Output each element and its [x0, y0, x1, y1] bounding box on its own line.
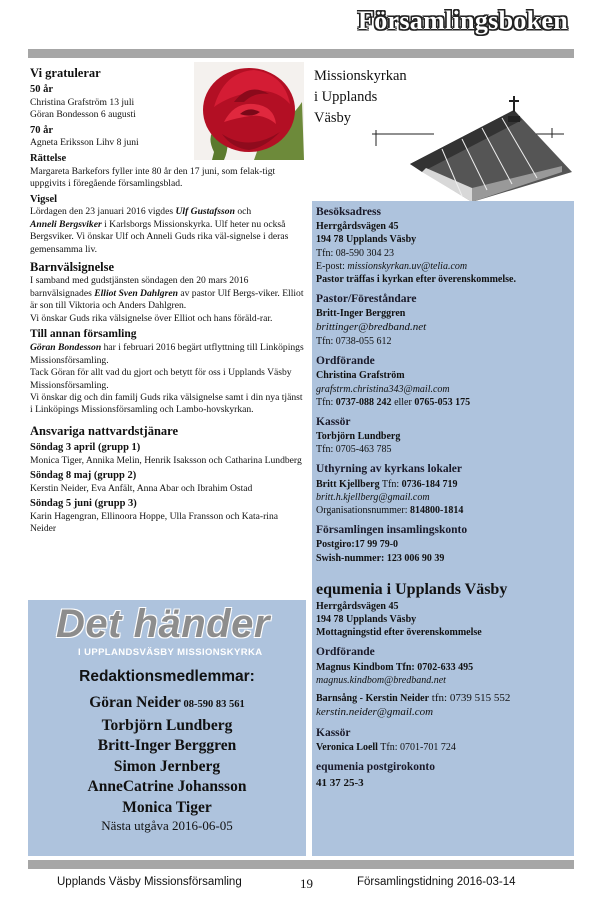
congrats-heading: Vi gratulerar: [30, 66, 101, 80]
transfer-text: Göran Bondesson har i februari 2016 begärt utflyttning till Linköpings Missionsförsamling.: [30, 342, 304, 366]
chair-heading: Ordförande: [316, 355, 375, 368]
group3-heading: Söndag 5 juni (grupp 3): [30, 498, 137, 510]
left-column: [30, 62, 306, 536]
bottom-divider: [28, 860, 574, 869]
chair-email[interactable]: grafstrm.christina343@mail.com: [316, 383, 450, 395]
email-link[interactable]: missionskyrkan.uv@telia.com: [347, 260, 468, 272]
top-divider: [28, 49, 574, 58]
age50-line: Göran Bondesson 6 augusti: [30, 109, 136, 121]
visit-email: E-post: missionskyrkan.uv@telia.com: [316, 260, 468, 272]
chair-phone: Tfn: 0737-088 242 eller 0765-053 175: [316, 396, 471, 408]
pastor-email[interactable]: brittinger@bredband.net: [316, 321, 427, 334]
editors-list: [28, 693, 306, 818]
equmenia-chair-heading: Ordförande: [316, 646, 375, 659]
treasurer-phone: Tfn: 0705-463 785: [316, 444, 392, 456]
rental-email[interactable]: britt.h.kjellberg@gmail.com: [316, 491, 430, 503]
treasurer-heading: Kassör: [316, 415, 351, 428]
chair-name: Christina Grafström: [316, 370, 405, 382]
equmenia-hours: Mottagningstid efter överenskommelse: [316, 627, 482, 639]
children-choir-email[interactable]: kerstin.neider@gmail.com: [316, 706, 434, 719]
equmenia-postgiro: 41 37 25-3: [316, 776, 364, 789]
footer-issue: Församlingstidning 2016-03-14: [357, 876, 516, 888]
rental-heading: Uthyrning av kyrkans lokaler: [316, 463, 463, 476]
pastor-phone: Tfn: 0738-055 612: [316, 335, 392, 347]
visit-street: Herrgårdsvägen 45: [316, 221, 399, 233]
editor-name: Britt-Inger Berggren: [97, 737, 237, 754]
collection-heading: Församlingen insamlingskonto: [316, 524, 468, 537]
church-drawing: [362, 76, 574, 204]
next-issue: Nästa utgåva 2016-06-05: [101, 818, 233, 833]
group2-heading: Söndag 8 maj (grupp 2): [30, 470, 137, 482]
org-number: Organisationsnummer: 814800-1814: [316, 505, 464, 516]
det-hander-logo: Det händer: [56, 602, 270, 646]
correction-heading: Rättelse: [30, 152, 67, 164]
editor-name: AnneCatrine Johansson: [87, 778, 247, 795]
editor-name: Torbjörn Lundberg: [101, 716, 233, 734]
rental-contact: Britt Kjellberg Tfn: 0736-184 719: [316, 478, 458, 490]
age70-heading: 70 år: [30, 124, 54, 136]
editor-name: Simon Jernberg: [113, 757, 221, 775]
treasurer-name: Torbjörn Lundberg: [316, 431, 401, 443]
wedding-text: Lördagen den 23 januari 2016 vigdes Ulf Gustafsson och Anneli Bergsviker i Karlsborgs Missionskyrka. Ulf heter nu också Bergsviker. Vi önskar Ulf och Anneli Guds rika väl-signelse i deras gemensamma liv.: [30, 206, 289, 255]
postgiro: Postgiro:17 99 79-0: [316, 539, 399, 551]
wedding-heading: Vigsel: [30, 193, 58, 205]
group1-text: Monica Tiger, Annika Melin, Henrik Isaksson och Catharina Lundberg: [30, 454, 302, 466]
equmenia-heading: equmenia i Upplands Väsby: [316, 580, 508, 598]
swish-number: Swish-nummer: 123 006 90 39: [316, 552, 445, 564]
page-number: 19: [300, 876, 313, 891]
children-choir: Barnsång - Kerstin Neider tfn: 0739 515 552: [316, 691, 511, 704]
blessing-wish: Vi önskar Guds rika välsignelse över Elliot och hans föräld-rar.: [30, 312, 273, 324]
transfer-heading: Till annan församling: [30, 328, 137, 341]
equmenia-chair: Magnus Kindbom Tfn: 0702-633 495: [316, 661, 474, 673]
group1-heading: Söndag 3 april (grupp 1): [30, 442, 141, 454]
contact-info-box: [312, 201, 574, 856]
footer-organisation: Upplands Väsby Missionsförsamling: [57, 876, 242, 888]
equmenia-city: 194 78 Upplands Väsby: [316, 614, 417, 626]
church-name: Missionskyrkan i Upplands Väsby: [314, 68, 407, 127]
equmenia-postgiro-heading: equmenia postgirokonto: [316, 761, 435, 774]
editor-name: Monica Tiger: [122, 798, 212, 816]
communion-heading: Ansvariga nattvardstjänare: [30, 423, 179, 438]
age50-heading: 50 år: [30, 84, 54, 96]
age70-line: Agneta Eriksson Lihv 8 juni: [30, 137, 139, 149]
group2-text: Kerstin Neider, Eva Anfält, Anna Abar och Ibrahim Ostad: [30, 482, 253, 494]
pastor-name: Britt-Inger Berggren: [316, 308, 406, 320]
pastor-heading: Pastor/Föreståndare: [316, 293, 417, 306]
transfer-thanks: Tack Göran för allt vad du gjort och betytt för oss i Upplands Väsby Missionsförsamling.: [30, 367, 292, 391]
blessing-text: I samband med gudstjänsten söndagen den 20 mars 2016 barnvälsignades Elliot Sven Dahlgren av pastor Ulf Bergs-viker. Elliot är son till Viktoria och Anders Dahlgren.: [30, 275, 304, 312]
correction-text: Margareta Barkefors fyller inte 80 år den 17 juni, som felak-tigt uppgivits i föregående församlingsblad.: [30, 165, 276, 190]
visit-address-heading: Besöksadress: [316, 206, 381, 218]
equmenia-street: Herrgårdsvägen 45: [316, 600, 399, 612]
transfer-wish: Vi önskar dig och din familj Guds rika välsignelse samt i din nya tjänst i Linköpings Missionsförsamling och Lambo-hovskyrkan.: [30, 391, 303, 416]
page-title: Församlingsboken: [358, 6, 568, 35]
blessing-heading: Barnvälsignelse: [30, 260, 115, 275]
equmenia-chair-email[interactable]: magnus.kindbom@bredband.net: [316, 674, 446, 686]
pastor-meeting-note: Pastor träffas i kyrkan efter överenskommelse.: [316, 273, 516, 285]
group3-text: Karin Hagengran, Ellinoora Hoppe, Ulla Fransson och Kata-rina Neider: [30, 511, 279, 535]
editor-name: Göran Neider 08-590 83 561: [89, 694, 245, 711]
church-header: [312, 62, 574, 202]
visit-city: 194 78 Upplands Väsby: [316, 234, 417, 246]
visit-phone: Tfn: 08-590 304 23: [316, 247, 395, 259]
det-hander-subtitle: I UPPLANDSVÄSBY MISSIONSKYRKA: [78, 647, 263, 658]
equmenia-treasurer: Veronica Loell Tfn: 0701-701 724: [316, 742, 456, 754]
editorial-box: [28, 600, 306, 856]
editors-heading: Redaktionsmedlemmar:: [79, 668, 255, 685]
age50-line: Christina Grafström 13 juli: [30, 96, 135, 108]
equmenia-treasurer-heading: Kassör: [316, 726, 351, 739]
